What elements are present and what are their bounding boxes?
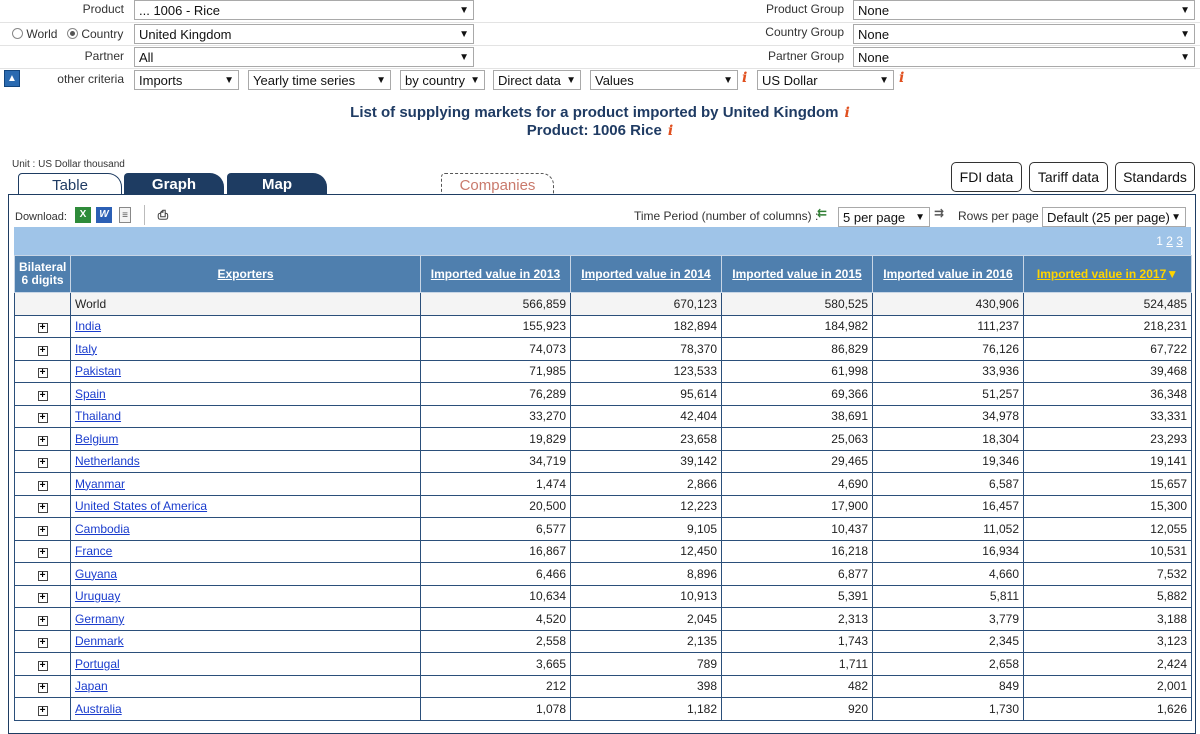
col-exporters[interactable]: [71, 256, 421, 293]
table-header-row: [15, 256, 1192, 293]
table-row: [15, 428, 1192, 451]
expand-cell[interactable]: [15, 360, 71, 383]
time-period-select[interactable]: [838, 207, 930, 227]
value-cell: 2,135: [571, 630, 722, 653]
value-cell: 1,078: [421, 698, 571, 721]
partner-group-value: None: [858, 50, 890, 65]
col-2017-link[interactable]: Imported value in 2017: [1036, 266, 1167, 281]
value-cell: 1,743: [722, 630, 873, 653]
value-cell: 184,982: [722, 315, 873, 338]
value-cell: 111,237: [873, 315, 1024, 338]
expand-cell[interactable]: [15, 585, 71, 608]
filter-row-product: [0, 0, 1200, 23]
unit-label: Unit : US Dollar thousand: [12, 159, 125, 170]
time-period-label: Time Period (number of columns) :: [634, 209, 819, 223]
value-cell: 19,829: [421, 428, 571, 451]
data-type-value: Direct data: [498, 73, 561, 88]
value-cell: 2,045: [571, 608, 722, 631]
toolbar-divider: [144, 205, 145, 225]
value-cell: 12,223: [571, 495, 722, 518]
value-cell: 670,123: [571, 293, 722, 316]
value-cell: 16,457: [873, 495, 1024, 518]
partner-select-value: All: [139, 50, 154, 65]
col-2015[interactable]: [722, 256, 873, 293]
filter-panel: [0, 0, 1200, 90]
value-cell: 3,123: [1024, 630, 1192, 653]
info-icon[interactable]: i: [742, 70, 748, 86]
table-row: [15, 698, 1192, 721]
exporter-link[interactable]: Japan: [75, 679, 108, 694]
value-cell: 6,466: [421, 563, 571, 586]
value-cell: 9,105: [571, 518, 722, 541]
value-cell: 15,657: [1024, 473, 1192, 496]
exporter-cell[interactable]: [71, 338, 421, 361]
value-cell: 212: [421, 675, 571, 698]
expand-plus-icon[interactable]: +: [38, 571, 48, 581]
chevron-down-icon: ▼: [224, 75, 234, 86]
chevron-down-icon: ▼: [566, 75, 576, 86]
data-table: [14, 255, 1192, 721]
partner-label: Partner: [84, 49, 124, 63]
chevron-down-icon: ▼: [879, 75, 889, 86]
rows-per-page-select[interactable]: [1042, 207, 1186, 227]
exporter-cell[interactable]: [71, 518, 421, 541]
country-select-value: United Kingdom: [139, 27, 232, 42]
value-cell: 78,370: [571, 338, 722, 361]
exporter-link[interactable]: France: [75, 544, 113, 559]
value-cell: 2,658: [873, 653, 1024, 676]
expand-plus-icon[interactable]: +: [38, 593, 48, 603]
value-cell: 5,391: [722, 585, 873, 608]
value-cell: 86,829: [722, 338, 873, 361]
table-body: [15, 293, 1192, 721]
info-icon[interactable]: i: [844, 105, 850, 121]
exporter-link[interactable]: United States of America: [75, 499, 208, 514]
exporter-cell[interactable]: [71, 608, 421, 631]
value-cell: 33,936: [873, 360, 1024, 383]
value-cell: 218,231: [1024, 315, 1192, 338]
col-bilateral-line1: Bilateral: [19, 260, 67, 274]
product-group-select[interactable]: [853, 0, 1195, 20]
chevron-down-icon: ▼: [1180, 29, 1190, 40]
expand-cell: [15, 293, 71, 316]
country-radio[interactable]: [67, 27, 123, 41]
table-row: [15, 630, 1192, 653]
col-exporters-link[interactable]: Exporters: [217, 266, 274, 281]
expand-cell[interactable]: [15, 518, 71, 541]
text-file-icon[interactable]: ≡: [119, 207, 131, 223]
chevron-down-icon: ▼: [915, 212, 925, 223]
pagination: [1156, 234, 1183, 248]
col-2013-link[interactable]: Imported value in 2013: [430, 266, 561, 281]
expand-cell[interactable]: [15, 338, 71, 361]
page-title: [0, 104, 1200, 140]
value-cell: 10,634: [421, 585, 571, 608]
value-cell: 15,300: [1024, 495, 1192, 518]
value-cell: 76,126: [873, 338, 1024, 361]
exporter-cell[interactable]: [71, 653, 421, 676]
expand-cell[interactable]: [15, 608, 71, 631]
value-cell: 16,218: [722, 540, 873, 563]
value-cell: 51,257: [873, 383, 1024, 406]
next-period-icon[interactable]: ⇉: [934, 206, 945, 220]
value-cell: 398: [571, 675, 722, 698]
value-cell: 849: [873, 675, 1024, 698]
product-label: Product: [82, 2, 124, 16]
exporter-cell[interactable]: [71, 675, 421, 698]
col-2013[interactable]: [421, 256, 571, 293]
value-cell: 155,923: [421, 315, 571, 338]
exporter-link[interactable]: Australia: [75, 701, 122, 716]
value-cell: 12,055: [1024, 518, 1192, 541]
chevron-down-icon: ▼: [376, 75, 386, 86]
value-cell: 1,182: [571, 698, 722, 721]
exporter-link[interactable]: Pakistan: [75, 364, 122, 379]
value-cell: 23,293: [1024, 428, 1192, 451]
table-row: [15, 360, 1192, 383]
table-row: [15, 653, 1192, 676]
value-cell: 95,614: [571, 383, 722, 406]
expand-plus-icon[interactable]: +: [38, 706, 48, 716]
expand-plus-icon[interactable]: +: [38, 638, 48, 648]
chevron-down-icon: ▼: [459, 29, 469, 40]
col-bilateral-line2: 6 digits: [21, 273, 64, 287]
radio-selected-icon: [67, 28, 78, 39]
fdi-data-button[interactable]: FDI data: [951, 162, 1022, 192]
product-select-value: ... 1006 - Rice: [139, 3, 220, 18]
exporter-link[interactable]: Thailand: [75, 409, 122, 424]
trade-flow-value: Imports: [139, 73, 183, 88]
prev-period-icon[interactable]: ⇇: [817, 206, 828, 220]
exporter-link[interactable]: Myanmar: [75, 476, 126, 491]
chevron-down-icon: ▼: [459, 52, 469, 63]
country-group-label: Country Group: [765, 25, 844, 39]
standards-button[interactable]: Standards: [1115, 162, 1195, 192]
expand-plus-icon[interactable]: +: [38, 368, 48, 378]
value-cell: 4,690: [722, 473, 873, 496]
chevron-down-icon: ▼: [723, 75, 733, 86]
value-cell: 6,877: [722, 563, 873, 586]
expand-cell[interactable]: [15, 540, 71, 563]
expand-cell[interactable]: [15, 630, 71, 653]
value-cell: 3,779: [873, 608, 1024, 631]
word-icon[interactable]: W: [96, 207, 112, 223]
country-group-value: None: [858, 27, 890, 42]
value-cell: 71,985: [421, 360, 571, 383]
col-2017[interactable]: [1024, 256, 1192, 293]
print-icon[interactable]: ⎙: [157, 207, 169, 222]
exporter-link[interactable]: Netherlands: [75, 454, 140, 469]
exporter-link[interactable]: Denmark: [75, 634, 124, 649]
value-cell: 39,468: [1024, 360, 1192, 383]
exporter-cell[interactable]: [71, 450, 421, 473]
collapse-filters-icon[interactable]: ▲: [4, 70, 20, 87]
value-cell: 20,500: [421, 495, 571, 518]
value-cell: 1,626: [1024, 698, 1192, 721]
world-radio-label: World: [26, 27, 58, 41]
partner-select[interactable]: [134, 47, 474, 67]
value-cell: 2,424: [1024, 653, 1192, 676]
tab-companies[interactable]: Companies: [441, 173, 554, 195]
table-row: [15, 383, 1192, 406]
exporter-cell[interactable]: [71, 698, 421, 721]
col-2016-link[interactable]: Imported value in 2016: [883, 266, 1013, 281]
table-row: [15, 473, 1192, 496]
value-cell: 4,520: [421, 608, 571, 631]
sort-desc-icon: ▼: [1166, 266, 1179, 281]
expand-plus-icon[interactable]: +: [38, 481, 48, 491]
time-series-select[interactable]: [248, 70, 391, 90]
value-cell: 566,859: [421, 293, 571, 316]
value-cell: 10,913: [571, 585, 722, 608]
exporter-cell[interactable]: [71, 315, 421, 338]
currency-value: US Dollar: [762, 73, 818, 88]
exporter-cell[interactable]: [71, 473, 421, 496]
expand-plus-icon[interactable]: +: [38, 661, 48, 671]
value-cell: 17,900: [722, 495, 873, 518]
exporter-cell[interactable]: [71, 585, 421, 608]
value-cell: 69,366: [722, 383, 873, 406]
expand-cell[interactable]: [15, 383, 71, 406]
exporter-cell[interactable]: [71, 495, 421, 518]
value-cell: 8,896: [571, 563, 722, 586]
value-cell: 10,531: [1024, 540, 1192, 563]
value-cell: 430,906: [873, 293, 1024, 316]
value-cell: 33,331: [1024, 405, 1192, 428]
value-cell: 2,558: [421, 630, 571, 653]
chevron-down-icon: ▼: [1180, 5, 1190, 16]
indicator-select[interactable]: [590, 70, 738, 90]
partner-group-select[interactable]: [853, 47, 1195, 67]
value-cell: 1,474: [421, 473, 571, 496]
download-label: Download:: [15, 211, 67, 223]
chevron-down-icon: ▼: [1171, 212, 1181, 223]
rows-per-page-label: Rows per page: [958, 209, 1039, 223]
value-cell: 10,437: [722, 518, 873, 541]
country-select[interactable]: [134, 24, 474, 44]
col-2016[interactable]: [873, 256, 1024, 293]
value-cell: 23,658: [571, 428, 722, 451]
title-line1: List of supplying markets for a product imported by United Kingdom: [350, 104, 839, 121]
value-cell: 34,978: [873, 405, 1024, 428]
value-cell: 33,270: [421, 405, 571, 428]
value-cell: 25,063: [722, 428, 873, 451]
value-cell: 11,052: [873, 518, 1024, 541]
title-line2: Product: 1006 Rice: [526, 122, 662, 139]
exporter-link[interactable]: Cambodia: [75, 521, 130, 536]
value-cell: 6,577: [421, 518, 571, 541]
product-select[interactable]: [134, 0, 474, 20]
value-cell: 920: [722, 698, 873, 721]
value-cell: 2,866: [571, 473, 722, 496]
value-cell: 39,142: [571, 450, 722, 473]
value-cell: 5,882: [1024, 585, 1192, 608]
exporter-cell: World: [71, 293, 421, 316]
exporter-cell[interactable]: [71, 383, 421, 406]
exporter-link[interactable]: Uruguay: [75, 589, 121, 604]
table-row: [15, 338, 1192, 361]
exporter-link[interactable]: India: [75, 319, 102, 334]
page-3-link[interactable]: 3: [1176, 234, 1183, 248]
value-cell: 7,532: [1024, 563, 1192, 586]
exporter-link[interactable]: Belgium: [75, 431, 119, 446]
pagination-bar: [14, 227, 1191, 255]
tab-map[interactable]: Map: [227, 173, 327, 195]
rows-per-page-value: Default (25 per page): [1047, 210, 1170, 225]
value-cell: 42,404: [571, 405, 722, 428]
value-cell: 1,730: [873, 698, 1024, 721]
value-cell: 5,811: [873, 585, 1024, 608]
value-cell: 16,934: [873, 540, 1024, 563]
table-row: [15, 405, 1192, 428]
data-type-select[interactable]: [493, 70, 581, 90]
value-cell: 34,719: [421, 450, 571, 473]
value-cell: 1,711: [722, 653, 873, 676]
table-panel: [8, 194, 1196, 734]
table-row: [15, 293, 1192, 316]
value-cell: 182,894: [571, 315, 722, 338]
value-cell: 36,348: [1024, 383, 1192, 406]
info-icon[interactable]: i: [899, 70, 905, 86]
value-cell: 3,665: [421, 653, 571, 676]
expand-cell[interactable]: [15, 315, 71, 338]
expand-plus-icon[interactable]: +: [38, 346, 48, 356]
value-cell: 18,304: [873, 428, 1024, 451]
product-group-label: Product Group: [765, 2, 844, 16]
chevron-down-icon: ▼: [1180, 52, 1190, 63]
page-1-link[interactable]: 1: [1156, 234, 1163, 248]
info-icon[interactable]: i: [667, 123, 674, 139]
world-radio[interactable]: [12, 27, 57, 41]
col-2014[interactable]: [571, 256, 722, 293]
expand-plus-icon[interactable]: +: [38, 413, 48, 423]
exporter-cell[interactable]: [71, 428, 421, 451]
expand-plus-icon[interactable]: +: [38, 683, 48, 693]
table-row: [15, 495, 1192, 518]
table-row: [15, 315, 1192, 338]
indicator-value: Values: [595, 73, 634, 88]
expand-cell[interactable]: [15, 473, 71, 496]
expand-plus-icon[interactable]: +: [38, 436, 48, 446]
exporter-cell[interactable]: [71, 630, 421, 653]
other-criteria-label: other criteria: [57, 72, 124, 86]
expand-cell[interactable]: [15, 428, 71, 451]
expand-plus-icon[interactable]: +: [38, 616, 48, 626]
value-cell: 19,141: [1024, 450, 1192, 473]
expand-plus-icon[interactable]: +: [38, 323, 48, 333]
by-select[interactable]: [400, 70, 485, 90]
table-row: [15, 518, 1192, 541]
radio-icon: [12, 28, 23, 39]
value-cell: 6,587: [873, 473, 1024, 496]
value-cell: 29,465: [722, 450, 873, 473]
col-2015-link[interactable]: Imported value in 2015: [732, 266, 862, 281]
expand-plus-icon[interactable]: +: [38, 503, 48, 513]
value-cell: 38,691: [722, 405, 873, 428]
expand-cell[interactable]: [15, 563, 71, 586]
tab-table[interactable]: Table: [18, 173, 122, 195]
value-cell: 4,660: [873, 563, 1024, 586]
product-group-value: None: [858, 3, 890, 18]
exporter-cell[interactable]: [71, 540, 421, 563]
expand-plus-icon[interactable]: +: [38, 548, 48, 558]
chevron-down-icon: ▼: [459, 5, 469, 16]
tariff-data-button[interactable]: Tariff data: [1029, 162, 1108, 192]
country-group-select[interactable]: [853, 24, 1195, 44]
value-cell: 580,525: [722, 293, 873, 316]
value-cell: 61,998: [722, 360, 873, 383]
value-cell: 482: [722, 675, 873, 698]
time-series-value: Yearly time series: [253, 73, 356, 88]
table-row: [15, 608, 1192, 631]
by-value: by country: [405, 73, 465, 88]
value-cell: 2,313: [722, 608, 873, 631]
country-radio-label: Country: [81, 27, 124, 41]
value-cell: 789: [571, 653, 722, 676]
time-period-value: 5 per page: [843, 210, 906, 225]
partner-group-label: Partner Group: [767, 49, 844, 63]
value-cell: 3,188: [1024, 608, 1192, 631]
value-cell: 12,450: [571, 540, 722, 563]
filter-row-other: [0, 69, 1200, 92]
expand-cell[interactable]: [15, 675, 71, 698]
table-row: [15, 540, 1192, 563]
expand-plus-icon[interactable]: +: [38, 391, 48, 401]
value-cell: 74,073: [421, 338, 571, 361]
table-row: [15, 450, 1192, 473]
expand-plus-icon[interactable]: +: [38, 458, 48, 468]
expand-cell[interactable]: [15, 698, 71, 721]
currency-select[interactable]: [757, 70, 894, 90]
table-row: [15, 585, 1192, 608]
value-cell: 67,722: [1024, 338, 1192, 361]
exporter-cell[interactable]: [71, 563, 421, 586]
value-cell: 19,346: [873, 450, 1024, 473]
page-2-link[interactable]: 2: [1166, 234, 1173, 248]
value-cell: 76,289: [421, 383, 571, 406]
table-row: [15, 563, 1192, 586]
exporter-link[interactable]: Germany: [75, 611, 125, 626]
expand-cell[interactable]: [15, 450, 71, 473]
value-cell: 123,533: [571, 360, 722, 383]
expand-cell[interactable]: [15, 495, 71, 518]
expand-plus-icon[interactable]: +: [38, 526, 48, 536]
tab-graph[interactable]: Graph: [124, 173, 224, 195]
exporter-link[interactable]: Portugal: [75, 656, 120, 671]
value-cell: 524,485: [1024, 293, 1192, 316]
trade-flow-select[interactable]: [134, 70, 239, 90]
filter-row-country: [0, 23, 1200, 46]
value-cell: 2,345: [873, 630, 1024, 653]
expand-cell[interactable]: [15, 653, 71, 676]
exporter-cell[interactable]: [71, 405, 421, 428]
table-row: [15, 675, 1192, 698]
col-bilateral: [15, 256, 71, 293]
filter-row-partner: [0, 46, 1200, 69]
exporter-link[interactable]: Guyana: [75, 566, 118, 581]
expand-cell[interactable]: [15, 405, 71, 428]
chevron-down-icon: ▼: [470, 75, 480, 86]
exporter-cell[interactable]: [71, 360, 421, 383]
exporter-link[interactable]: Italy: [75, 341, 98, 356]
value-cell: 16,867: [421, 540, 571, 563]
value-cell: 2,001: [1024, 675, 1192, 698]
col-2014-link[interactable]: Imported value in 2014: [581, 266, 711, 281]
excel-icon[interactable]: X: [75, 207, 91, 223]
exporter-link[interactable]: Spain: [75, 386, 106, 401]
